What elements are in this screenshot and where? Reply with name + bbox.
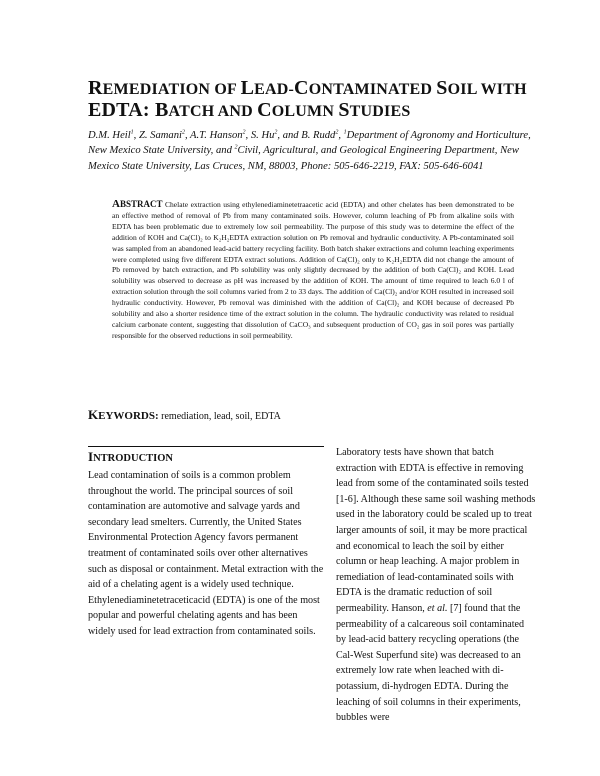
affiliation-mark: 2 [234, 144, 238, 151]
author-separator: , [338, 130, 344, 141]
author-name: , and B. Rudd [277, 130, 336, 141]
affiliation-mark: 1 [130, 129, 134, 136]
abstract-text: Chelate extraction using ethylenediaminetetraacetic acid (EDTA) and other chelates has been demonstrated to be an effective method of removal of Pb from many contaminated soils. However, column leaching of Pb from alkaline soils with EDTA has been problematic due to extremely low soil permeability. The purpose of this study was to determine the effect of the addition of KOH and Ca(Cl)₂ to K₂H₂EDTA extraction solution on Pb removal and hydraulic conductivity. A Pb-contaminated soil was sampled from an abandoned lead-acid battery recycling facility. Both batch shaker extractions and column leaching experiments were completed using five different EDTA extract solutions. Addition of Ca(Cl)₂ only to K₂H₂EDTA did not change the amount of Pb removed by batch extraction, and Pb solubility was only slightly decreased by the addition of both Ca(Cl)₂ and KOH. Lead solubility was observed to decrease as pH was increased by the addition of KOH. The amount of time required to leach 6.0 l of extraction solution through the soil columns varied from 2 to 33 days. The addition of Ca(Cl)₂ and/or KOH resulted in increased soil hydraulic conductivity. However, Pb removal was diminished with the addition of Ca(Cl)₂ and KOH because of decreased Pb solubility and also a shorter residence time of the extract solution in the column. The hydraulic conductivity was related to residual calcium carbonate content, suggesting that dissolution of CaCO₃ and subsequent production of CO₂ gas in soil pores was partially responsible for the observed reductions in soil permeability. [112, 200, 515, 340]
affiliation-mark: 2 [242, 129, 246, 136]
introduction-heading [88, 446, 324, 467]
keywords-heading [88, 407, 159, 422]
title-initial: C [257, 99, 272, 121]
section-heading-initial: I [88, 449, 94, 464]
title-text: EAD- [254, 81, 295, 98]
author-name: , S. Hu [245, 130, 275, 141]
paper-title [88, 78, 548, 122]
right-column-paragraph [336, 445, 536, 726]
affiliation-mark: 2 [335, 129, 339, 136]
keywords-text: remediation, lead, soil, EDTA [158, 411, 281, 422]
abstract [112, 199, 514, 342]
affiliation-text: Department of Agronomy and Horticulture, New Mexico State University, and [88, 130, 531, 157]
abstract-heading-rest: BSTRACT [119, 199, 163, 209]
paragraph-text: [7] found that the permeability of a calcareous soil contaminated by lead-acid battery recycling operations (the Cal-West Superfund site) was decreased to an extremely low rate when leached with di-potassium, di-hydrogen EDTA. During the leaching of soil columns in their experiments, bubbles were [336, 602, 525, 724]
title-text: ONTAMINATED [308, 81, 437, 98]
affiliation-text: Civil, Agricultural, and Geological Engineering Department, New Mexico State University, Las Cruces, NM, 88003, Phone: 505-646-2219, FAX: 505-646-6041 [88, 145, 519, 172]
keywords-heading-initial: K [88, 407, 99, 422]
title-text: OLUMN [271, 103, 339, 120]
introduction-paragraph: Lead contamination of soils is a common problem throughout the world. The principal sources of soil contamination are automotive and salvage yards and secondary lead smelters. Currently, the United States Environmental Protection Agency favors permanent treatment of contaminated soils over other alternatives such as disposal or containment. Metal extraction with the aid of a chelating agent is a widely used technique. Ethylenediaminetetraceticacid (EDTA) is one of the most popular and powerful chelating agents and has been widely used for lead extraction from contaminated soils. [88, 470, 324, 637]
author-name: , A.T. Hanson [184, 130, 243, 141]
abstract-heading-initial: A [112, 198, 120, 210]
title-text: EMEDIATION OF [102, 81, 241, 98]
title-initial: L [240, 77, 255, 99]
title-initial: R [88, 77, 103, 99]
author-block [88, 128, 538, 174]
keywords-heading-rest: EYWORDS: [98, 410, 159, 422]
title-initial: S [436, 77, 448, 99]
left-column [88, 446, 324, 640]
paragraph-text: Laboratory tests have shown that batch extraction with EDTA is effective in removing lead from some of the contaminated soils tested [1-6]. Although these same soil washing methods used in the laboratory could be scaled up to treat larger amounts of soil, it may be more practical and economical to leach the soil by either column or heap leaching. A major problem in remediation of lead-contaminated soils with EDTA is the dramatic reduction of soil permeability. Hanson, [336, 447, 536, 614]
author-name: D.M. Heil [88, 130, 131, 141]
title-initial: B [154, 99, 169, 121]
title-text: TUDIES [349, 103, 411, 120]
affiliation-mark: 2 [274, 129, 278, 136]
title-text: OIL WITH [447, 81, 527, 98]
author-name: , Z. Samani [133, 130, 182, 141]
title-initial: C [294, 77, 309, 99]
title-text: EDTA: [88, 99, 155, 121]
section-heading-rest: NTRODUCTION [93, 453, 173, 464]
keywords [88, 408, 518, 424]
title-initial: S [338, 99, 350, 121]
affiliation-mark: 1 [343, 129, 347, 136]
title-text: ATCH AND [168, 103, 258, 120]
abstract-heading [112, 198, 162, 210]
affiliation-mark: 2 [181, 129, 185, 136]
right-column [336, 445, 536, 726]
citation-et-al: et al. [427, 602, 448, 614]
